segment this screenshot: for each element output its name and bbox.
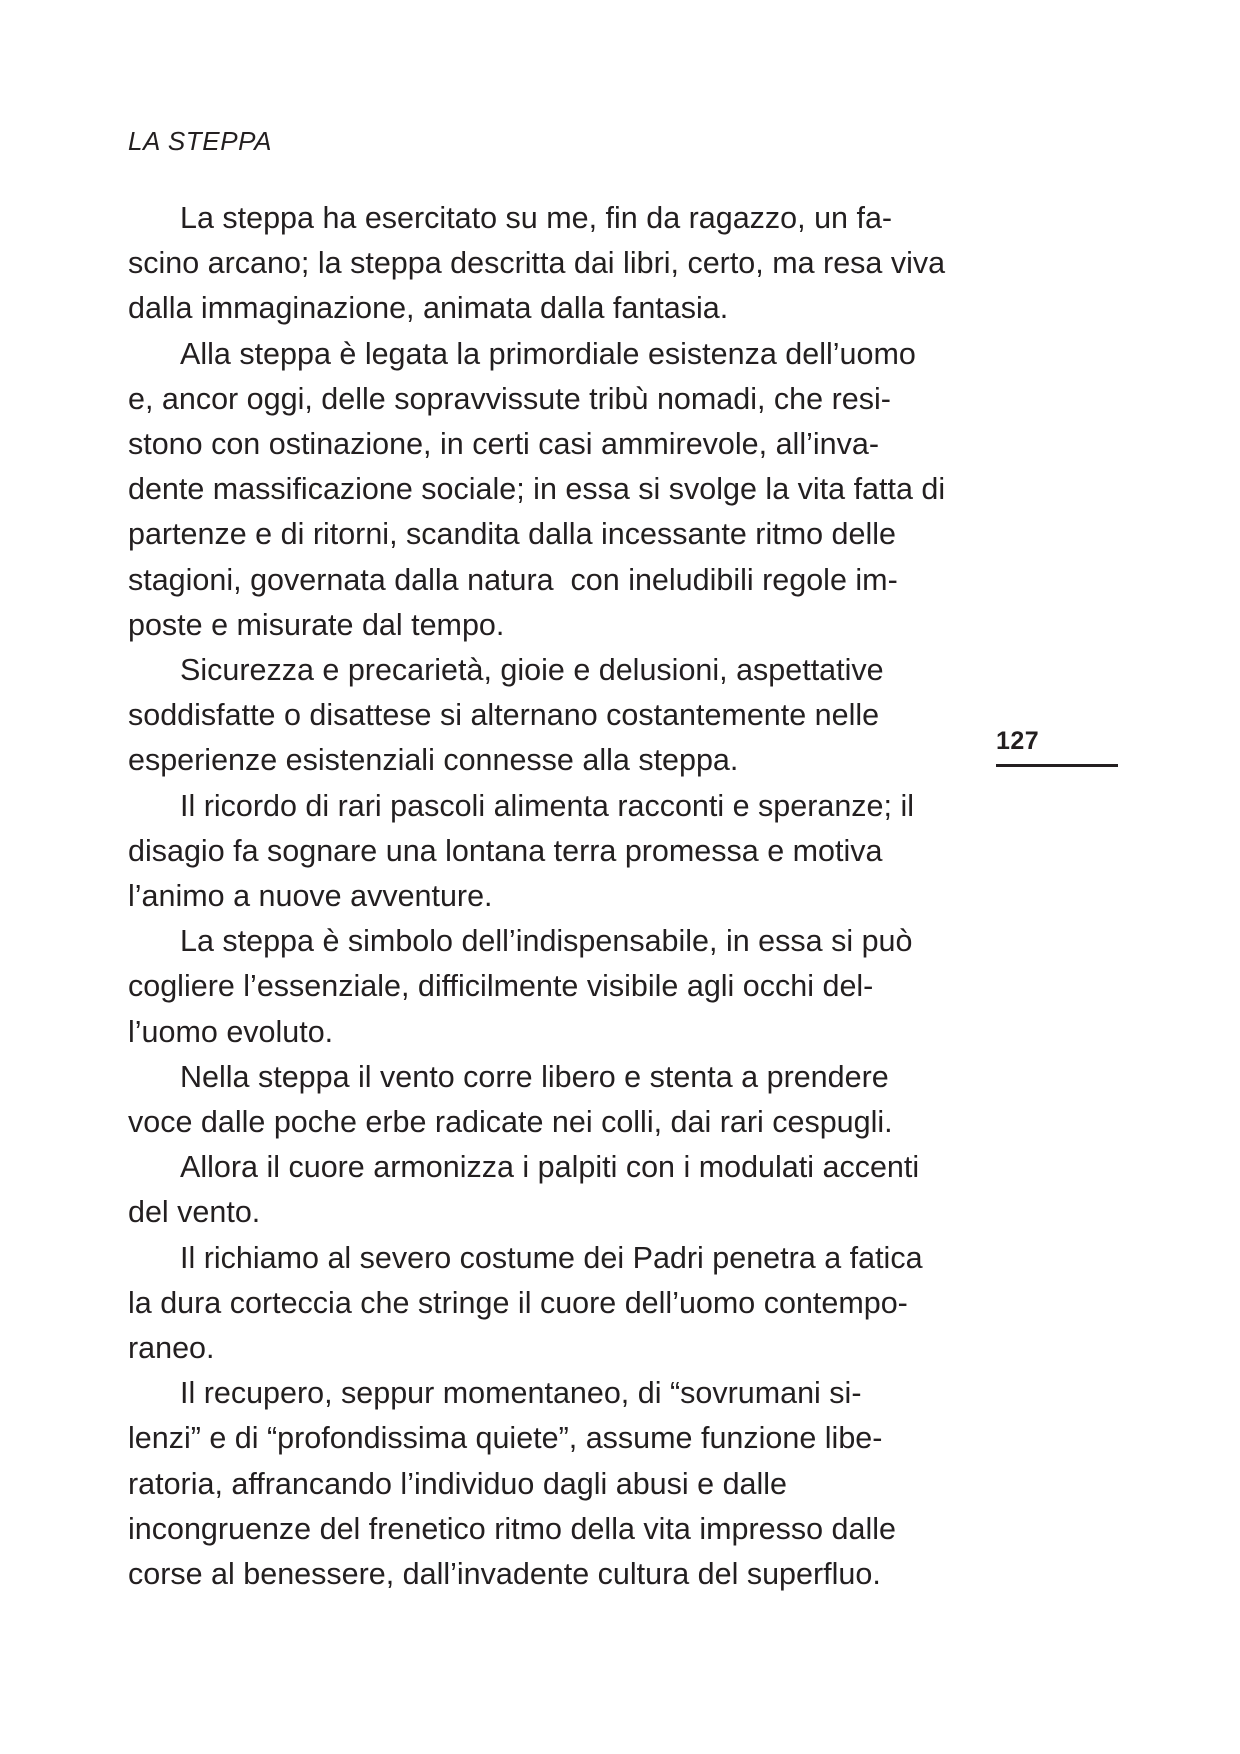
paragraph bbox=[128, 196, 970, 332]
text-line-content: dalla immaginazione, animata dalla fantasia. bbox=[128, 291, 729, 326]
text-line bbox=[128, 422, 970, 467]
text-line-content: stono con ostinazione, in certi casi ammirevole, all’inva- bbox=[128, 427, 879, 462]
text-line-content: Il richiamo al severo costume dei Padri penetra a fatica bbox=[180, 1240, 923, 1275]
text-line bbox=[128, 1462, 970, 1507]
text-line bbox=[128, 648, 970, 693]
text-line-content: partenze e di ritorni, scandita dalla incessante ritmo delle bbox=[128, 517, 896, 552]
page-number-rule bbox=[996, 764, 1118, 767]
text-line bbox=[128, 964, 970, 1009]
text-line-content: del vento. bbox=[128, 1195, 261, 1230]
text-line bbox=[128, 1055, 970, 1100]
text-line-content: incongruenze del frenetico ritmo della vita impresso dalle bbox=[128, 1511, 896, 1546]
text-line bbox=[128, 874, 970, 919]
text-line bbox=[128, 241, 970, 286]
text-line-content: poste e misurate dal tempo. bbox=[128, 607, 505, 642]
text-line bbox=[128, 1190, 970, 1235]
text-line-content: Allora il cuore armonizza i palpiti con i modulati accenti bbox=[180, 1150, 920, 1185]
body-text-block bbox=[128, 196, 970, 1597]
text-line bbox=[128, 829, 970, 874]
text-line bbox=[128, 286, 970, 331]
text-line-content: la dura corteccia che stringe il cuore dell’uomo contempo- bbox=[128, 1285, 908, 1320]
paragraph bbox=[128, 919, 970, 1055]
text-line-content: e, ancor oggi, delle sopravvissute tribù nomadi, che resi- bbox=[128, 381, 891, 416]
paragraph bbox=[128, 648, 970, 784]
text-line-content: corse al benessere, dall’invadente cultura del superfluo. bbox=[128, 1557, 881, 1592]
paragraph bbox=[128, 1371, 970, 1597]
text-line-content: esperienze esistenziali connesse alla steppa. bbox=[128, 743, 739, 778]
text-line-content: scino arcano; la steppa descritta dai libri, certo, ma resa viva bbox=[128, 246, 946, 281]
text-line bbox=[128, 1236, 970, 1281]
text-line bbox=[128, 919, 970, 964]
text-line-content: La steppa è simbolo dell’indispensabile, in essa si può bbox=[180, 924, 913, 959]
text-line bbox=[128, 1010, 970, 1055]
text-line-content: soddisfatte o disattese si alternano costantemente nelle bbox=[128, 698, 880, 733]
text-line-content: lenzi” e di “profondissima quiete”, assume funzione libe- bbox=[128, 1421, 883, 1456]
text-line bbox=[128, 558, 970, 603]
text-line-content: stagioni, governata dalla natura con ineludibili regole im- bbox=[128, 562, 898, 597]
text-line-content: disagio fa sognare una lontana terra promessa e motiva bbox=[128, 833, 883, 868]
text-line-content: Alla steppa è legata la primordiale esistenza dell’uomo bbox=[180, 336, 916, 371]
text-line-content: La steppa ha esercitato su me, fin da ragazzo, un fa- bbox=[180, 201, 893, 235]
text-line bbox=[128, 1552, 970, 1597]
text-line-content: voce dalle poche erbe radicate nei colli, dai rari cespugli. bbox=[128, 1105, 893, 1140]
text-line-content: ratoria, affrancando l’individuo dagli abusi e dalle bbox=[128, 1466, 788, 1501]
running-head: LA STEPPA bbox=[128, 126, 273, 156]
paragraph bbox=[128, 1236, 970, 1372]
text-line bbox=[128, 332, 970, 377]
text-line bbox=[128, 603, 970, 648]
paragraph bbox=[128, 784, 970, 920]
text-line bbox=[128, 512, 970, 557]
text-line bbox=[128, 377, 970, 422]
text-line-content: Nella steppa il vento corre libero e stenta a prendere bbox=[180, 1059, 889, 1094]
text-line bbox=[128, 1416, 970, 1461]
text-line-content: Il ricordo di rari pascoli alimenta racconti e speranze; il bbox=[180, 788, 915, 823]
text-line bbox=[128, 738, 970, 783]
text-line bbox=[128, 693, 970, 738]
paragraph bbox=[128, 1055, 970, 1145]
text-line-content: Sicurezza e precarietà, gioie e delusioni, aspettative bbox=[180, 653, 884, 688]
text-line bbox=[128, 196, 970, 241]
paragraph bbox=[128, 1145, 970, 1235]
text-line bbox=[128, 1371, 970, 1416]
text-line-content: cogliere l’essenziale, difficilmente visibile agli occhi del- bbox=[128, 969, 874, 1004]
paragraph bbox=[128, 332, 970, 648]
text-line bbox=[128, 1145, 970, 1190]
text-line bbox=[128, 1281, 970, 1326]
text-line-content: l’animo a nuove avventure. bbox=[128, 879, 493, 914]
page-number: 127 bbox=[996, 727, 1040, 755]
text-line bbox=[128, 1100, 970, 1145]
text-line-content: Il recupero, seppur momentaneo, di “sovrumani si- bbox=[180, 1376, 862, 1411]
text-line-content: raneo. bbox=[128, 1331, 215, 1366]
page-number-block bbox=[996, 726, 1116, 756]
text-line bbox=[128, 1507, 970, 1552]
text-line bbox=[128, 784, 970, 829]
text-line-content: l’uomo evoluto. bbox=[128, 1014, 334, 1049]
text-line bbox=[128, 467, 970, 512]
text-line bbox=[128, 1326, 970, 1371]
text-line-content: dente massificazione sociale; in essa si svolge la vita fatta di bbox=[128, 472, 946, 507]
